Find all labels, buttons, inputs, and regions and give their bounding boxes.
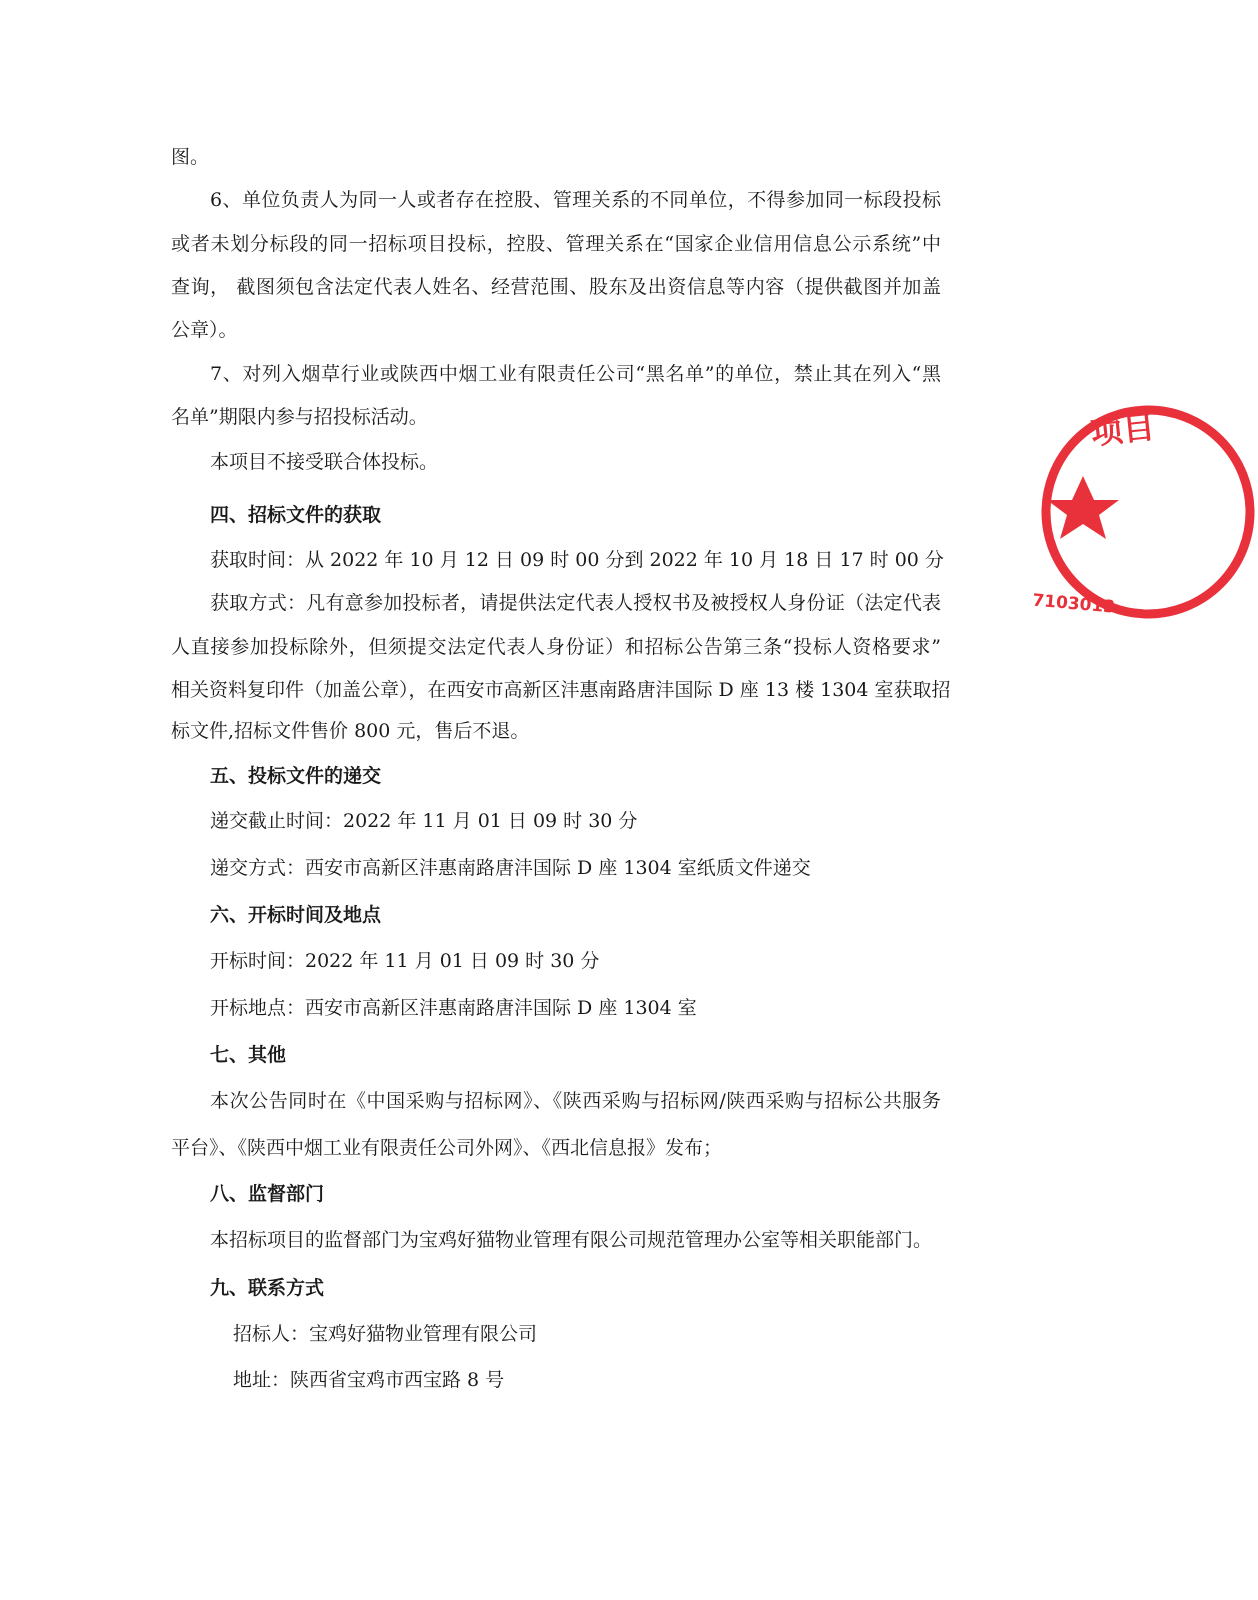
section-heading: 九、联系方式 (210, 1277, 325, 1299)
section-heading: 五、投标文件的递交 (210, 765, 382, 787)
text-line: 本项目不接受联合体投标。 (210, 451, 439, 473)
text-line: 标文件,招标文件售价 800 元，售后不退。 (171, 720, 530, 742)
section-heading: 八、监督部门 (210, 1183, 325, 1205)
text-line: 公章）。 (171, 319, 238, 341)
text-line: 平台》、《陕西中烟工业有限责任公司外网》、《西北信息报》发布； (171, 1137, 723, 1159)
section-heading: 七、其他 (210, 1044, 287, 1066)
text-line: 本招标项目的监督部门为宝鸡好猫物业管理有限公司规范管理办公室等相关职能部门。 (210, 1229, 933, 1251)
company-seal (1031, 402, 1258, 622)
text-line: 招标人：宝鸡好猫物业管理有限公司 (233, 1323, 538, 1345)
text-line: 相关资料复印件（加盖公章），在西安市高新区沣惠南路唐沣国际 D 座 13 楼 1304 室获取招 (171, 679, 951, 701)
text-line: 查询， 截图须包含法定代表人姓名、经营范围、股东及出资信息等内容（提供截图并加盖 (171, 276, 941, 298)
text-line: 7、对列入烟草行业或陕西中烟工业有限责任公司“黑名单”的单位，禁止其在列入“黑 (210, 363, 941, 385)
text-line: 图。 (171, 146, 210, 168)
text-line: 获取方式：凡有意参加投标者，请提供法定代表人授权书及被授权人身份证（法定代表 (210, 592, 941, 614)
section-heading: 四、招标文件的获取 (210, 504, 382, 526)
section-heading: 六、开标时间及地点 (210, 904, 382, 926)
text-line: 人直接参加投标除外，但须提交法定代表人身份证）和招标公告第三条“投标人资格要求” (171, 636, 941, 658)
seal-star-icon (1047, 476, 1119, 539)
text-line: 开标时间：2022 年 11 月 01 日 09 时 30 分 (210, 950, 600, 972)
seal-top-text: 项目 (1088, 407, 1157, 452)
seal-bottom-text: 7103013 (1031, 590, 1116, 618)
text-line: 或者未划分标段的同一招标项目投标，控股、管理关系在“国家企业信用信息公示系统”中 (171, 233, 941, 255)
text-line: 开标地点：西安市高新区沣惠南路唐沣国际 D 座 1304 室 (210, 997, 697, 1019)
text-line: 递交方式：西安市高新区沣惠南路唐沣国际 D 座 1304 室纸质文件递交 (210, 857, 811, 879)
text-line: 获取时间：从 2022 年 10 月 12 日 09 时 00 分到 2022 年 10 月 18 日 17 时 00 分 (210, 549, 944, 571)
text-line: 本次公告同时在《中国采购与招标网》、《陕西采购与招标网/陕西采购与招标公共服务 (210, 1090, 941, 1112)
text-line: 6、单位负责人为同一人或者存在控股、管理关系的不同单位，不得参加同一标段投标 (210, 189, 941, 211)
text-line: 地址：陕西省宝鸡市西宝路 8 号 (233, 1369, 505, 1391)
text-line: 递交截止时间：2022 年 11 月 01 日 09 时 30 分 (210, 810, 638, 832)
text-line: 名单”期限内参与招投标活动。 (171, 406, 428, 428)
